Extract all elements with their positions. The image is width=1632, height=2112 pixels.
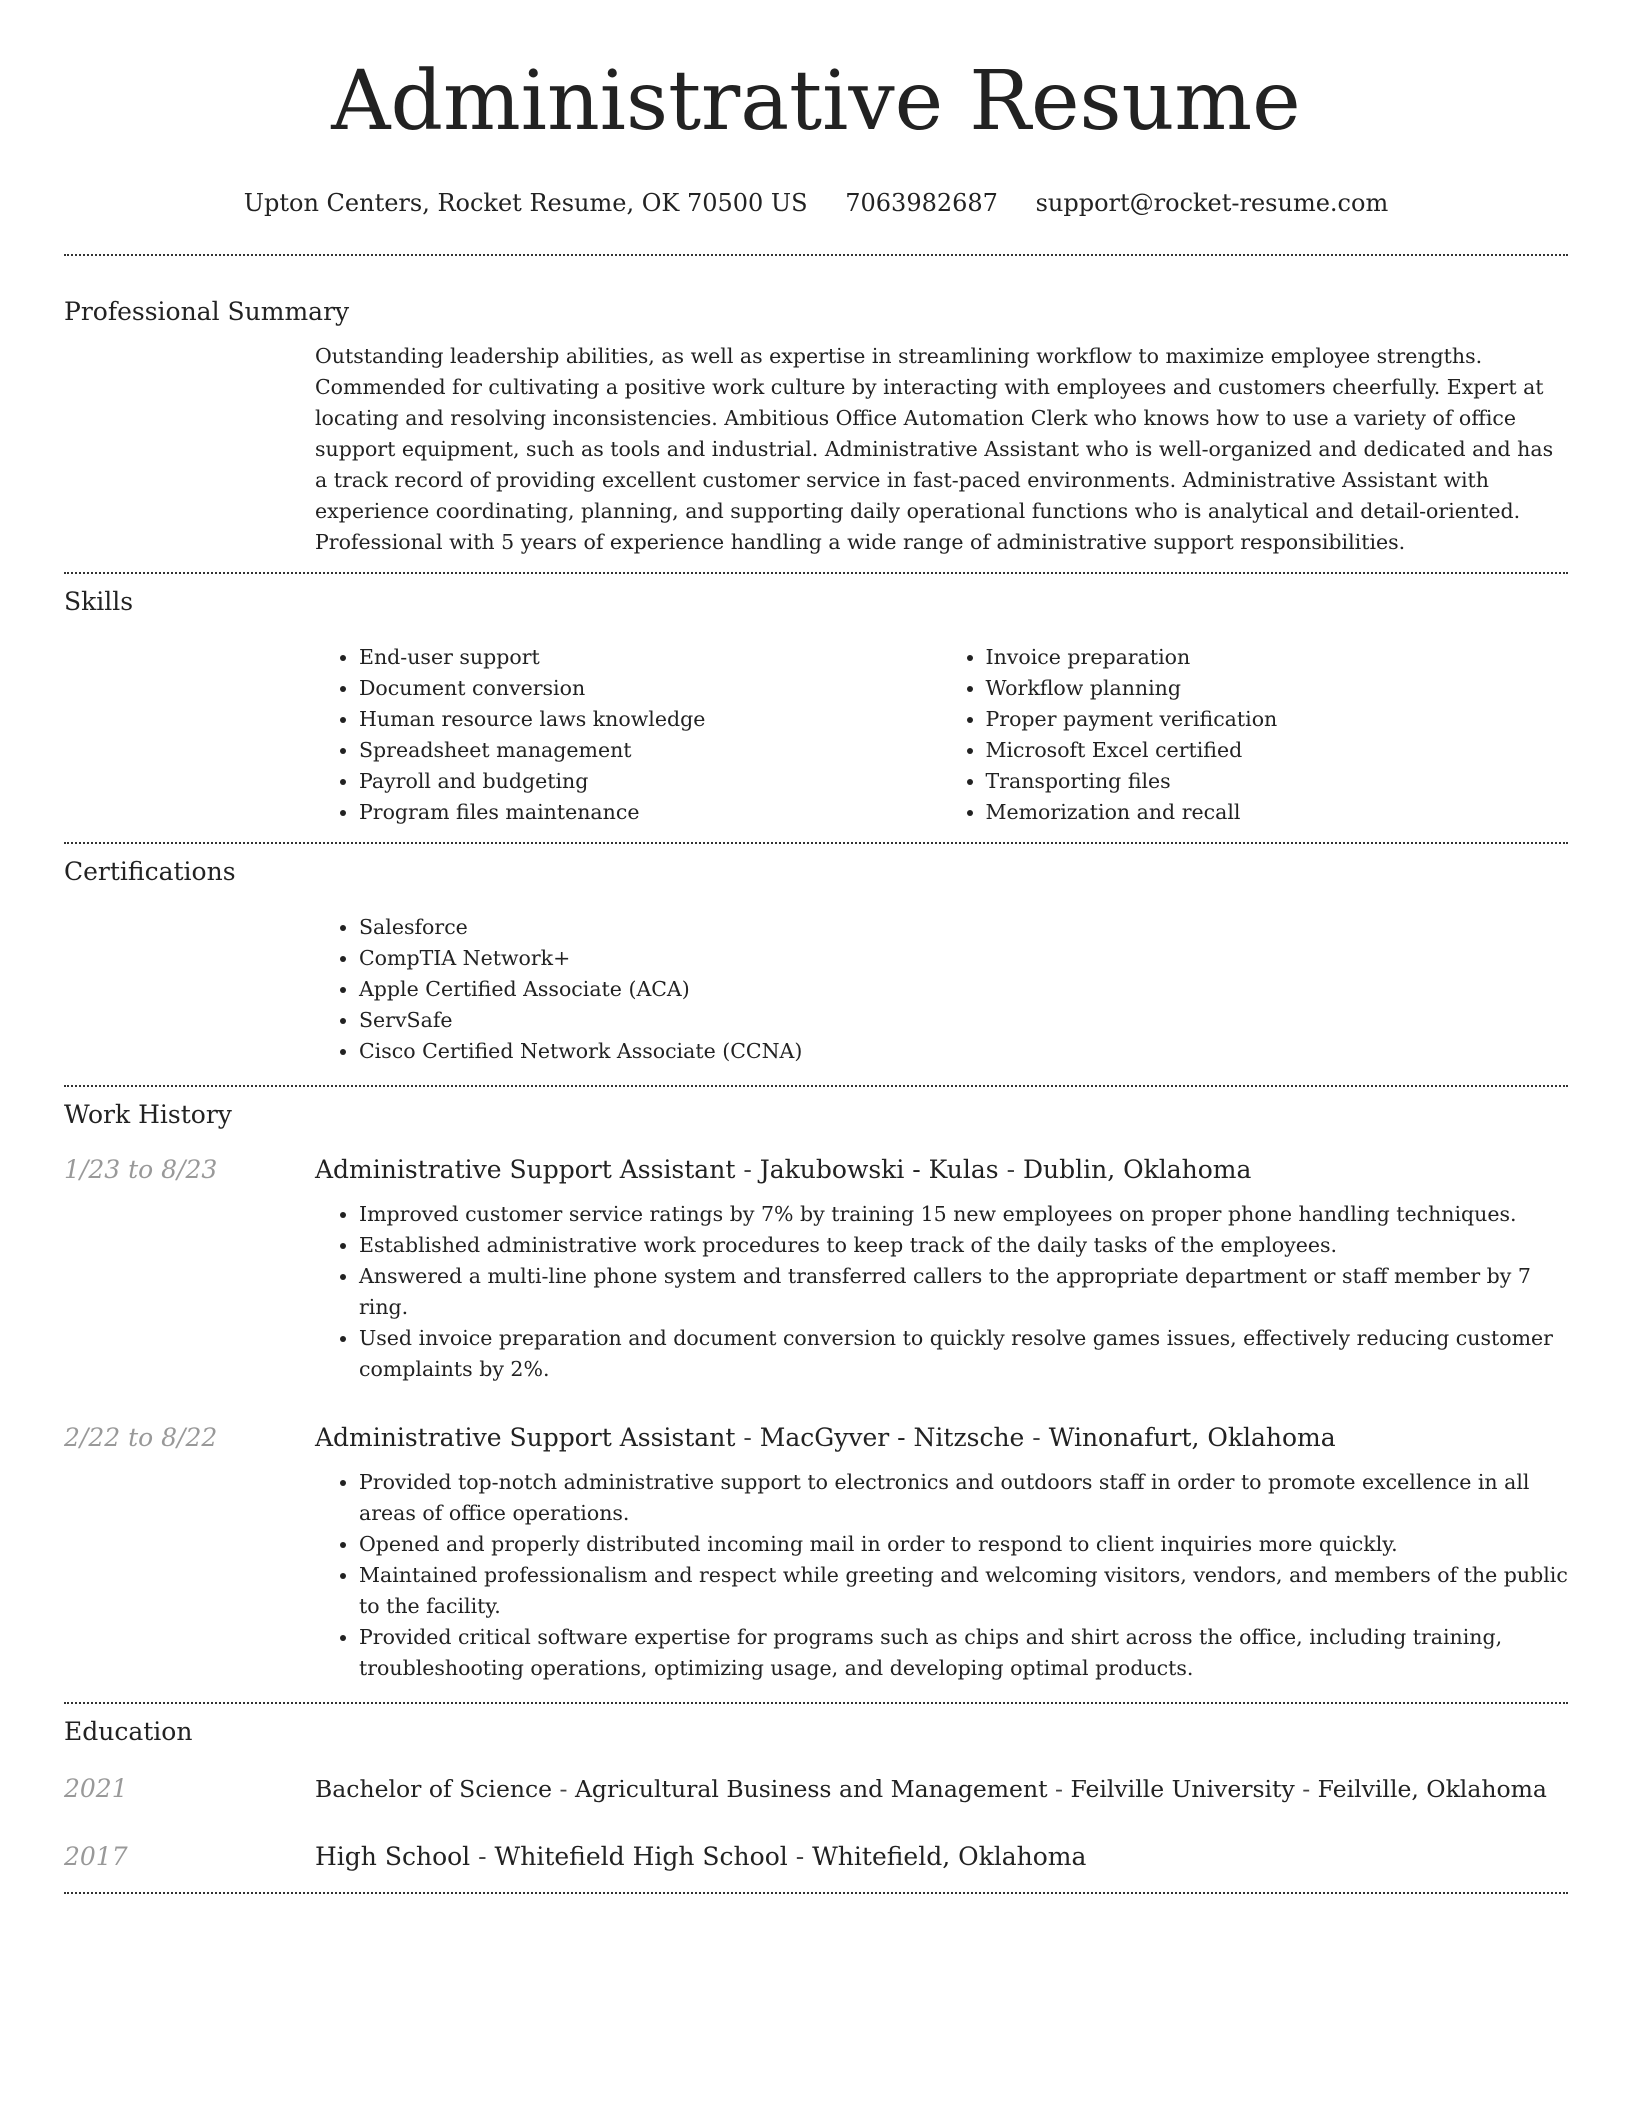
divider <box>64 1892 1568 1894</box>
skill-item: • Transporting files <box>986 766 1569 797</box>
education-entry <box>64 1840 1568 1874</box>
section-heading-skills: Skills <box>64 587 134 616</box>
section-heading-education: Education <box>64 1717 193 1746</box>
job-location: Dublin, Oklahoma <box>1022 1155 1252 1184</box>
skill-item: • Document conversion <box>359 673 942 704</box>
job-bullet: • Opened and properly distributed incoming mail in order to respond to client inquiries more quickly. <box>359 1529 1568 1560</box>
section-heading-work-history: Work History <box>64 1100 232 1129</box>
skill-item: • Spreadsheet management <box>359 735 942 766</box>
separator: - <box>552 1775 575 1803</box>
separator: - <box>470 1842 495 1871</box>
job-heading <box>315 1153 1251 1187</box>
education-degree: High School <box>315 1842 471 1871</box>
job-bullet: • Provided critical software expertise for programs such as chips and shirt across the office, including training, troubleshooting operations, optimizing usage, and developing optimal products. <box>359 1622 1568 1684</box>
certification-item: • ServSafe <box>359 1005 1568 1036</box>
contact-phone: 7063982687 <box>845 189 998 217</box>
job-company: Jakubowski - Kulas <box>759 1155 999 1184</box>
skill-item: • Workflow planning <box>986 673 1569 704</box>
divider <box>64 572 1568 574</box>
skill-item: • Payroll and budgeting <box>359 766 942 797</box>
separator: - <box>1294 1775 1318 1803</box>
job-bullet: • Answered a multi-line phone system and transferred callers to the appropriate department or staff member by 7 ring. <box>359 1261 1568 1323</box>
separator: - <box>1024 1423 1049 1452</box>
contact-address: Upton Centers, Rocket Resume, OK 70500 US <box>243 189 808 217</box>
skill-item: • Microsoft Excel certified <box>986 735 1569 766</box>
job-company: MacGyver - Nitzsche <box>759 1423 1025 1452</box>
education-school: Feilville University <box>1070 1775 1295 1803</box>
resume-page <box>64 0 1568 1894</box>
job-title: Administrative Support Assistant <box>315 1155 736 1184</box>
job-title: Administrative Support Assistant <box>315 1423 736 1452</box>
skill-item: • Program files maintenance <box>359 797 942 828</box>
job-bullet: • Provided top-notch administrative support to electronics and outdoors staff in order to promote excellence in all areas of office operations. <box>359 1467 1568 1529</box>
job-location: Winonafurt, Oklahoma <box>1048 1423 1336 1452</box>
education-school: Whitefield High School <box>494 1842 788 1871</box>
education-heading <box>315 1840 1086 1874</box>
job-bullets <box>315 1199 1568 1385</box>
skills-column-2 <box>942 642 1569 828</box>
job-bullet: • Established administrative work procedures to keep track of the daily tasks of the employees. <box>359 1230 1568 1261</box>
resume-title: Administrative Resume <box>331 54 1301 149</box>
section-heading-certifications: Certifications <box>64 857 236 886</box>
job-heading <box>315 1421 1336 1455</box>
separator: - <box>998 1155 1023 1184</box>
skill-item: • Invoice preparation <box>986 642 1569 673</box>
job-bullet: • Improved customer service ratings by 7% by training 15 new employees on proper phone handling techniques. <box>359 1199 1568 1230</box>
education-degree: Bachelor of Science <box>315 1775 553 1803</box>
divider <box>64 1085 1568 1087</box>
skill-item: • Memorization and recall <box>986 797 1569 828</box>
education-heading <box>315 1772 1547 1806</box>
job-bullet: • Used invoice preparation and document conversion to quickly resolve games issues, effectively reducing customer complaints by 2%. <box>359 1323 1568 1385</box>
divider <box>64 1702 1568 1704</box>
section-heading-summary: Professional Summary <box>64 297 350 326</box>
job-bullet: • Maintained professionalism and respect while greeting and welcoming visitors, vendors, and members of the public to the facility. <box>359 1560 1568 1622</box>
divider <box>64 254 1568 256</box>
skill-item: • Human resource laws knowledge <box>359 704 942 735</box>
separator: - <box>787 1842 813 1871</box>
certification-item: • Apple Certified Associate (ACA) <box>359 974 1568 1005</box>
certification-item: • CompTIA Network+ <box>359 943 1568 974</box>
job-entry <box>64 1421 1568 1455</box>
education-location: Whitefield, Oklahoma <box>812 1842 1087 1871</box>
job-bullets <box>315 1467 1568 1684</box>
summary-text: Outstanding leadership abilities, as well as expertise in streamlining workflow to maximize employee strengths. Commended for cultivating a positive work culture by interacting with employees and customers cheerfully. Expert at locating and resolving inconsistencies. Ambitious Office Automation Clerk who knows how to use a variety of office support equipment, such as tools and industrial. Administrative Assistant who is well-organized and dedicated and has a track record of providing excellent customer service in fast-paced environments. Administrative Assistant with experience coordinating, planning, and supporting daily operational functions who is analytical and detail-oriented. Professional with 5 years of experience handling a wide range of administrative support responsibilities. <box>315 344 1554 554</box>
certification-item: • Cisco Certified Network Associate (CCNA) <box>359 1036 1568 1067</box>
contact-line <box>64 188 1568 218</box>
divider <box>64 842 1568 844</box>
education-year: 2021 <box>64 1774 128 1803</box>
certifications-list <box>315 912 1568 1067</box>
education-year: 2017 <box>64 1842 128 1871</box>
skill-item: • Proper payment verification <box>986 704 1569 735</box>
education-entry <box>64 1772 1568 1806</box>
job-dates: 2/22 to 8/22 <box>64 1423 218 1452</box>
job-entry <box>64 1153 1568 1187</box>
certification-item: • Salesforce <box>359 912 1568 943</box>
education-location: Feilville, Oklahoma <box>1317 1775 1547 1803</box>
skills-list <box>315 642 1568 828</box>
separator: - <box>1047 1775 1071 1803</box>
job-dates: 1/23 to 8/23 <box>64 1155 218 1184</box>
skills-column-1 <box>315 642 942 828</box>
skill-item: • End-user support <box>359 642 942 673</box>
separator: - <box>735 1155 760 1184</box>
education-field: Agricultural Business and Management <box>574 1775 1048 1803</box>
separator: - <box>735 1423 760 1452</box>
contact-email: support@rocket-resume.com <box>1035 189 1389 217</box>
